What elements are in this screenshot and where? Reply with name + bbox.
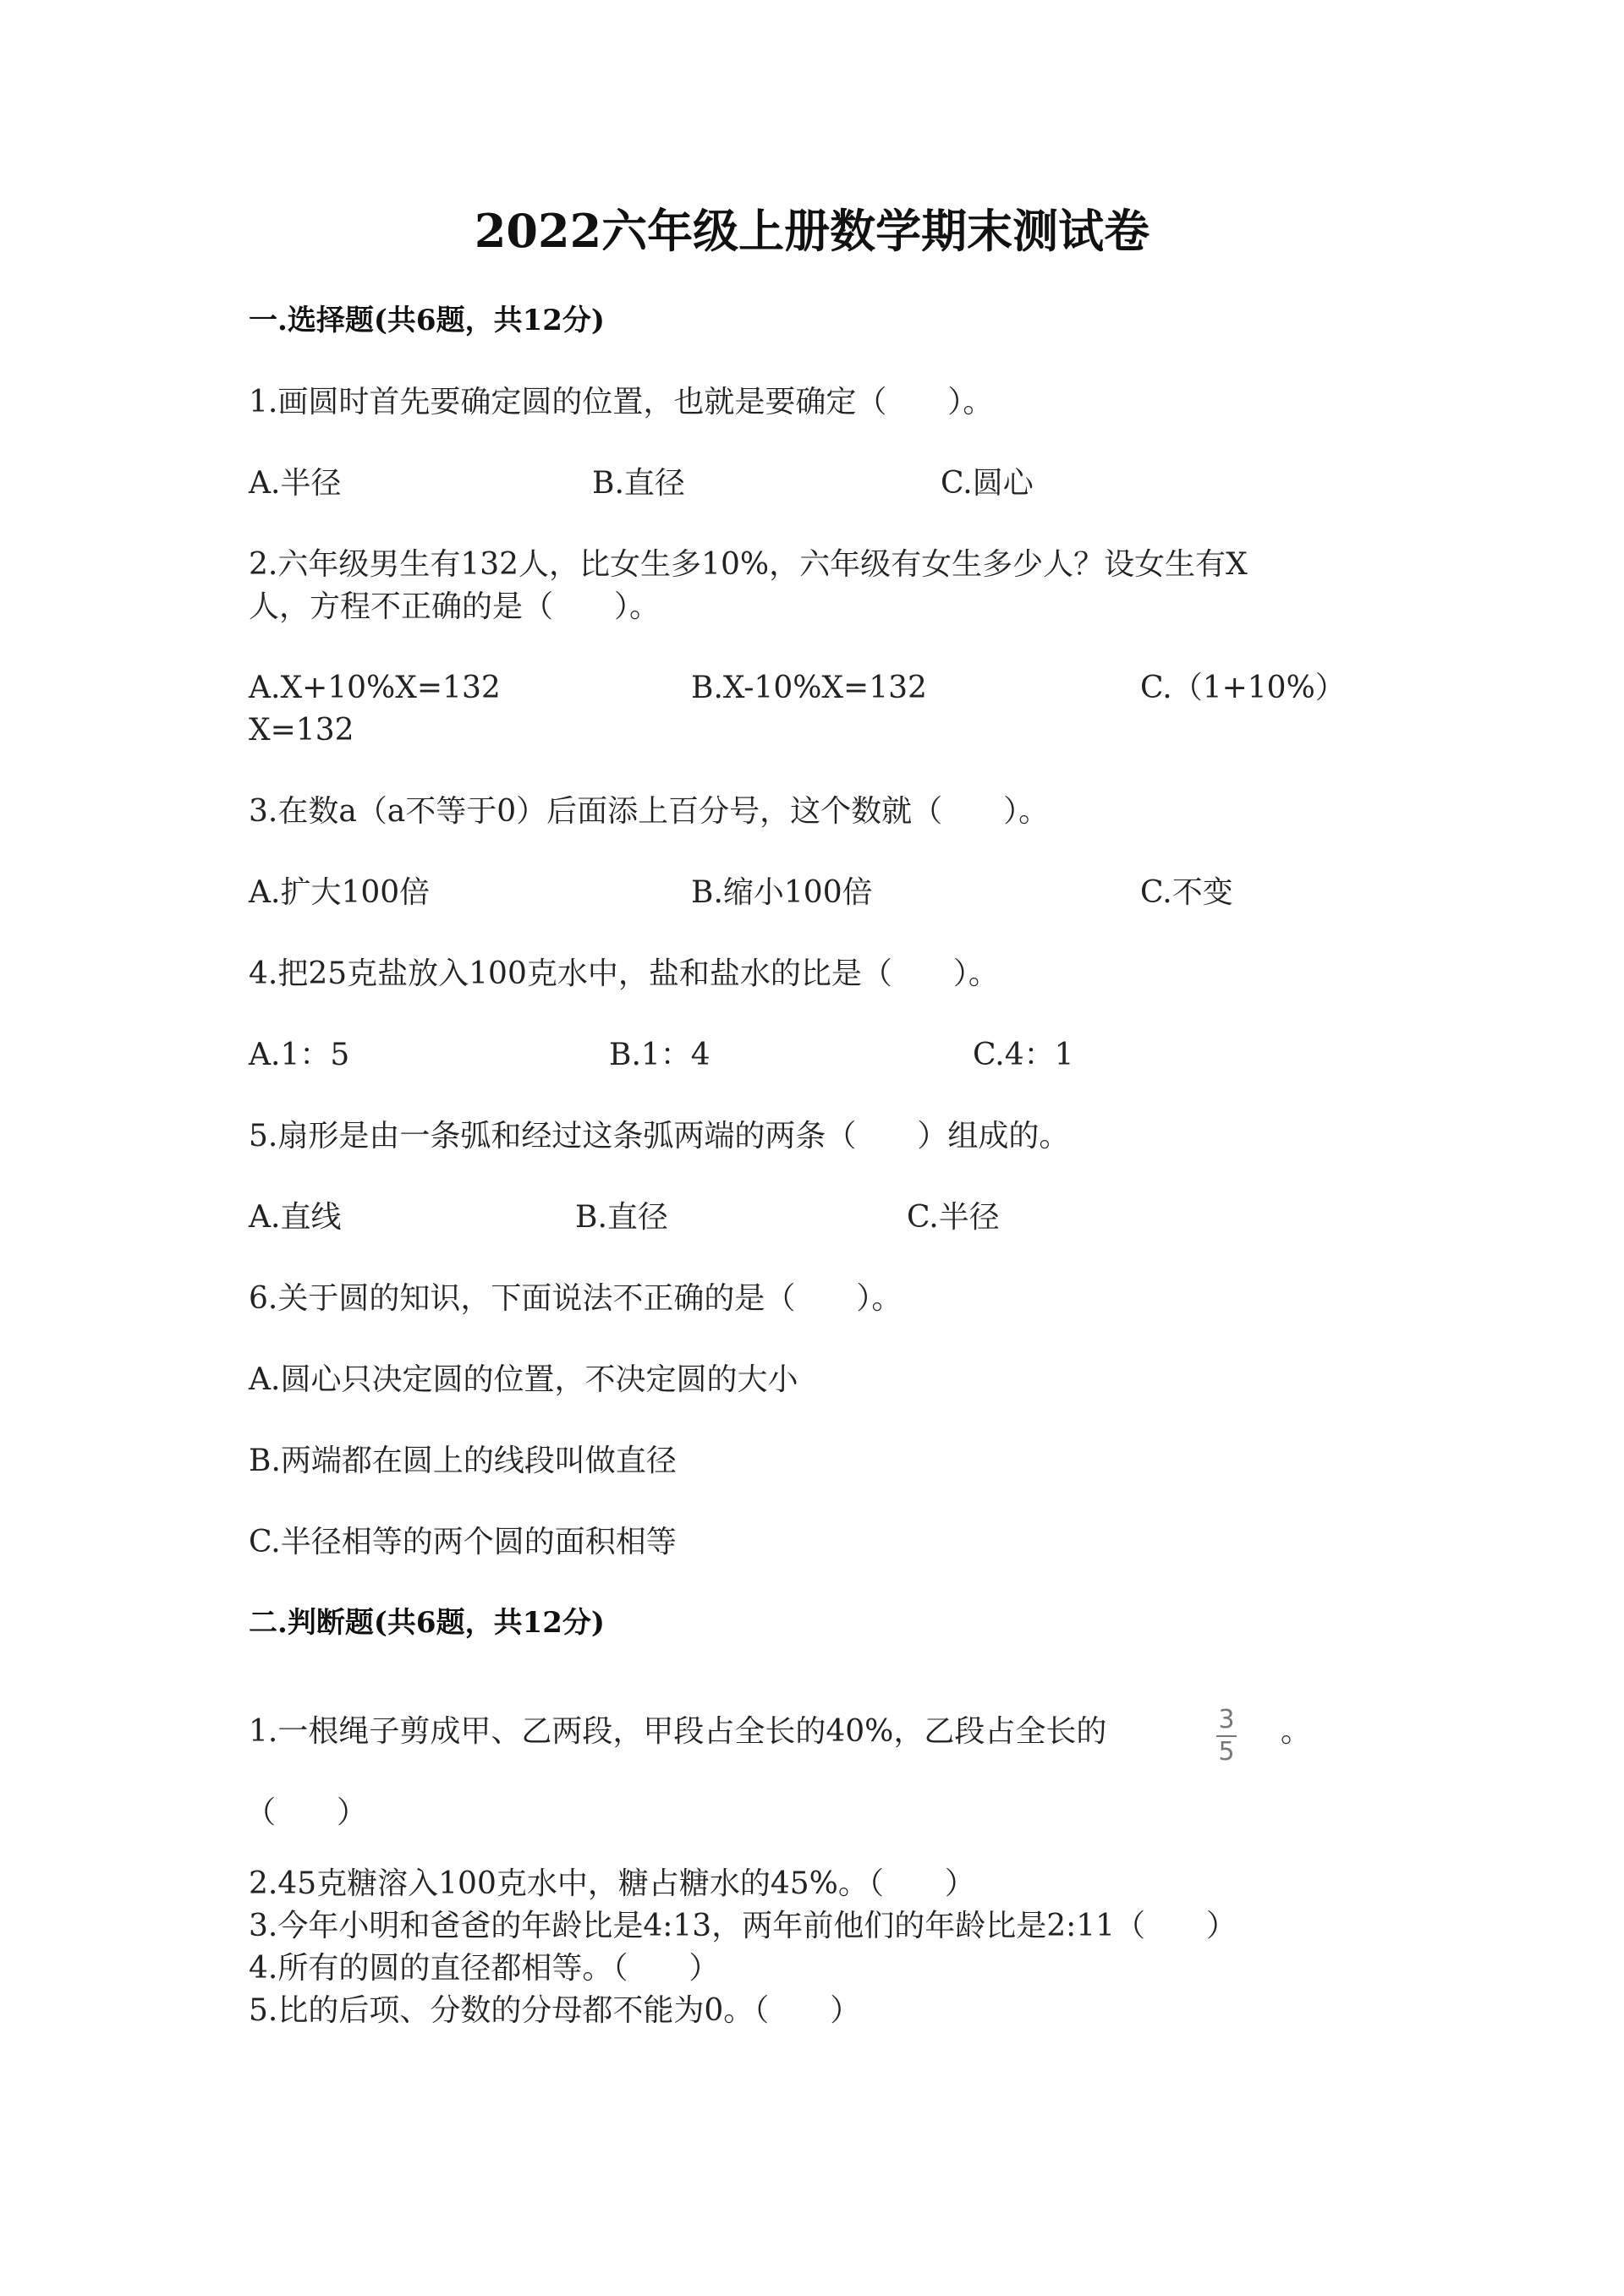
judgement-item: 2.45克糖溶入100克水中，糖占糖水的45%。（ ）: [249, 1866, 975, 1901]
page-title: 2022六年级上册数学期末测试卷: [474, 204, 1150, 258]
judgement-stem: 1.一根绳子剪成甲、乙两段，甲段占全长的40%，乙段占全长的: [249, 1714, 1107, 1749]
option-b: B.直径: [575, 1200, 668, 1235]
judgement-item: 5.比的后项、分数的分母都不能为0。（ ）: [249, 1993, 861, 2028]
section-heading-choice: 一.选择题(共6题，共12分): [249, 304, 605, 337]
option-a: A.扩大100倍: [249, 875, 431, 910]
option-b: B.X-10%X=132: [691, 671, 927, 705]
judgement-item: 4.所有的圆的直径都相等。（ ）: [249, 1951, 720, 1986]
question-stem: 6.关于圆的知识，下面说法不正确的是（ ）。: [249, 1281, 903, 1316]
fraction-numerator: 3: [1218, 1705, 1235, 1734]
question-stem: 3.在数a（a不等于0）后面添上百分号，这个数就（ ）。: [249, 794, 1050, 829]
question-stem: 1.画圆时首先要确定圆的位置，也就是要确定（ ）。: [249, 385, 994, 419]
option-c: C.（1+10%）: [1140, 671, 1346, 705]
answer-parentheses: （ ）: [245, 1795, 368, 1830]
question-stem: 4.把25克盐放入100克水中，盐和盐水的比是（ ）。: [249, 956, 999, 991]
option-c: C.不变: [1140, 875, 1233, 910]
question-stem: 5.扇形是由一条弧和经过这条弧两端的两条（ ）组成的。: [249, 1119, 1070, 1153]
judgement-stem-end: 。: [1281, 1714, 1312, 1749]
option-c: C.4：1: [973, 1038, 1074, 1072]
option-b: B.直径: [592, 466, 685, 501]
option-a: A.1：5: [249, 1038, 350, 1072]
option-a: A.圆心只决定圆的位置，不决定圆的大小: [249, 1362, 798, 1397]
option-a: A.X+10%X=132: [249, 671, 501, 705]
option-b: B.缩小100倍: [691, 875, 873, 910]
option-a: A.直线: [249, 1200, 342, 1235]
option-c: C.圆心: [941, 466, 1034, 501]
fraction: [1210, 1707, 1243, 1765]
option-b: B.1：4: [609, 1038, 710, 1072]
question-stem-continued: 人，方程不正确的是（ ）。: [249, 589, 661, 624]
question-stem: 2.六年级男生有132人，比女生多10%，六年级有女生多少人？设女生有X: [249, 547, 1248, 582]
option-c: C.半径: [907, 1200, 1000, 1235]
option-a: A.半径: [249, 466, 342, 501]
judgement-item: 3.今年小明和爸爸的年龄比是4:13，两年前他们的年龄比是2:11（ ）: [249, 1909, 1237, 1943]
option-c-continued: X=132: [249, 713, 354, 748]
option-c: C.半径相等的两个圆的面积相等: [249, 1525, 677, 1559]
section-heading-judgement: 二.判断题(共6题，共12分): [249, 1606, 605, 1640]
option-b: B.两端都在圆上的线段叫做直径: [249, 1444, 677, 1478]
fraction-denominator: 5: [1218, 1736, 1235, 1767]
